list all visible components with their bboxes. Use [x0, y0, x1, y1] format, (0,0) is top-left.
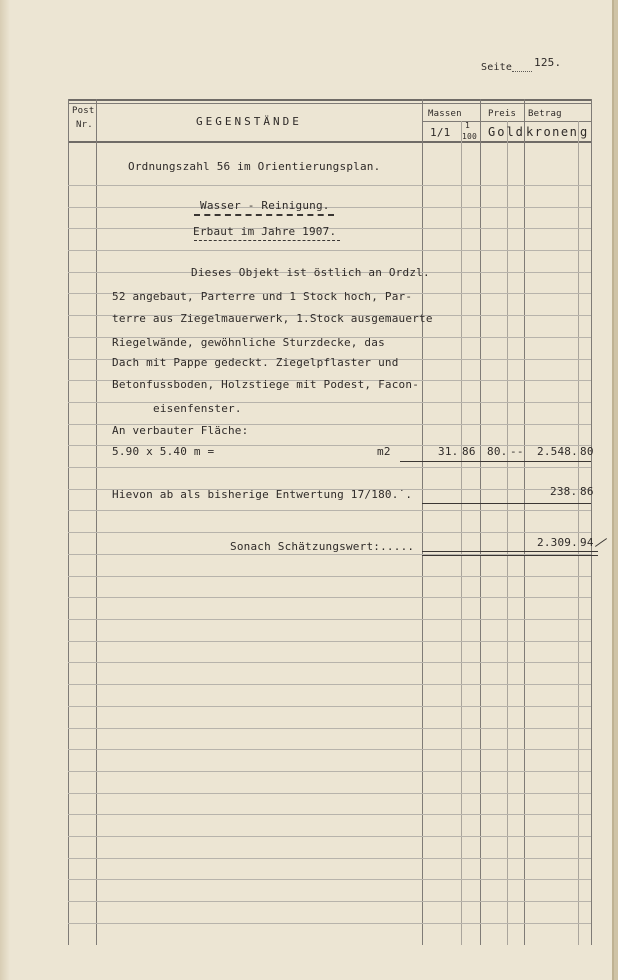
row-line — [68, 771, 591, 772]
built-year: Erbaut im Jahre 1907. — [193, 225, 337, 238]
unit-price-fraction: -- — [510, 445, 524, 458]
amount-kronen: 2.548. — [537, 445, 578, 458]
estimate-label: Sonach Schätzungswert:..... — [230, 540, 415, 553]
desc-line-4: Riegelwände, gewöhnliche Sturzdecke, das — [112, 336, 385, 349]
desc-line-7: eisenfenster. — [153, 402, 242, 415]
header-massen-whole: 1/1 — [430, 126, 451, 139]
col-rule-preis — [480, 99, 481, 945]
col-rule-right — [591, 99, 592, 945]
row-line — [68, 402, 591, 403]
page-number-leader — [512, 71, 532, 72]
row-line — [68, 510, 591, 511]
header-gold: Gold — [488, 125, 525, 139]
col-rule-massen — [422, 99, 423, 945]
header-nr: Nr. — [76, 120, 93, 130]
title-underline — [194, 214, 334, 216]
header-gegenstaende: GEGENSTÄNDE — [196, 115, 302, 128]
row-line — [68, 185, 591, 186]
row-line — [68, 619, 591, 620]
col-rule-betrag — [524, 99, 525, 945]
header-preis: Preis — [488, 109, 517, 119]
estimate-heller: 94 — [580, 536, 594, 549]
depreciation-kronen: 238. — [550, 485, 578, 498]
row-line — [68, 662, 591, 663]
row-line — [68, 793, 591, 794]
desc-line-2: 52 angebaut, Parterre und 1 Stock hoch, Par- — [112, 290, 413, 303]
row-line — [68, 467, 591, 468]
header-massen-frac-den: 100 — [462, 132, 478, 141]
area-calculation: 5.90 x 5.40 m = — [112, 445, 215, 458]
header-heller: g — [580, 125, 588, 139]
row-line — [68, 597, 591, 598]
col-rule-massen-frac — [461, 121, 462, 945]
row-line — [68, 684, 591, 685]
page-number: 125. — [534, 56, 562, 69]
row-line — [68, 641, 591, 642]
row-line — [68, 923, 591, 924]
area-unit: m2 — [377, 445, 391, 458]
unit-price: 80. — [487, 445, 508, 458]
estimate-kronen: 2.309. — [537, 536, 578, 549]
header-massen: Massen — [428, 109, 462, 119]
area-whole: 31. — [438, 445, 459, 458]
col-rule-post — [96, 99, 97, 945]
row-line — [68, 576, 591, 577]
header-massen-frac-num: 1 — [465, 121, 471, 130]
desc-line-1: Dieses Objekt ist östlich an Ordzl. — [191, 266, 430, 279]
row-line — [68, 749, 591, 750]
built-underline — [194, 240, 340, 241]
table-top-rule-2 — [68, 103, 591, 104]
area-label: An verbauter Fläche: — [112, 424, 249, 437]
seite-label: Seite — [481, 62, 513, 73]
row-line — [68, 532, 591, 533]
row-line — [68, 728, 591, 729]
estimate-double-rule — [422, 551, 598, 556]
row-line — [68, 836, 591, 837]
area-total-rule — [400, 461, 591, 462]
col-rule-preis-frac — [507, 121, 508, 945]
row-line — [68, 814, 591, 815]
desc-line-5: Dach mit Pappe gedeckt. Ziegelpflaster und — [112, 356, 399, 369]
header-bottom-rule — [68, 141, 591, 143]
page-edge-shading — [0, 0, 10, 980]
header-post: Post — [72, 106, 95, 116]
area-fraction: 86 — [462, 445, 476, 458]
amount-heller: 80 — [580, 445, 594, 458]
depreciation-label: Hievon ab als bisherige Entwertung 17/180.˙. — [112, 488, 413, 501]
header-kronen: kronen — [526, 125, 579, 139]
object-title: Wasser - Reinigung. — [200, 199, 330, 212]
table-top-rule — [68, 99, 591, 101]
ordnungszahl-line: Ordnungszahl 56 im Orientierungsplan. — [128, 160, 381, 173]
depreciation-rule — [422, 503, 591, 504]
row-line — [68, 901, 591, 902]
header-betrag: Betrag — [528, 109, 562, 119]
depreciation-heller: 86 — [580, 485, 594, 498]
row-line — [68, 858, 591, 859]
col-rule-left — [68, 99, 69, 945]
row-line — [68, 706, 591, 707]
row-line — [68, 879, 591, 880]
col-rule-betrag-frac — [578, 121, 579, 945]
desc-line-6: Betonfussboden, Holzstiege mit Podest, Facon- — [112, 378, 420, 391]
estimate-tick-mark — [595, 538, 607, 547]
row-line — [68, 250, 591, 251]
desc-line-3: terre aus Ziegelmauerwerk, 1.Stock ausgemauerte — [112, 312, 433, 325]
